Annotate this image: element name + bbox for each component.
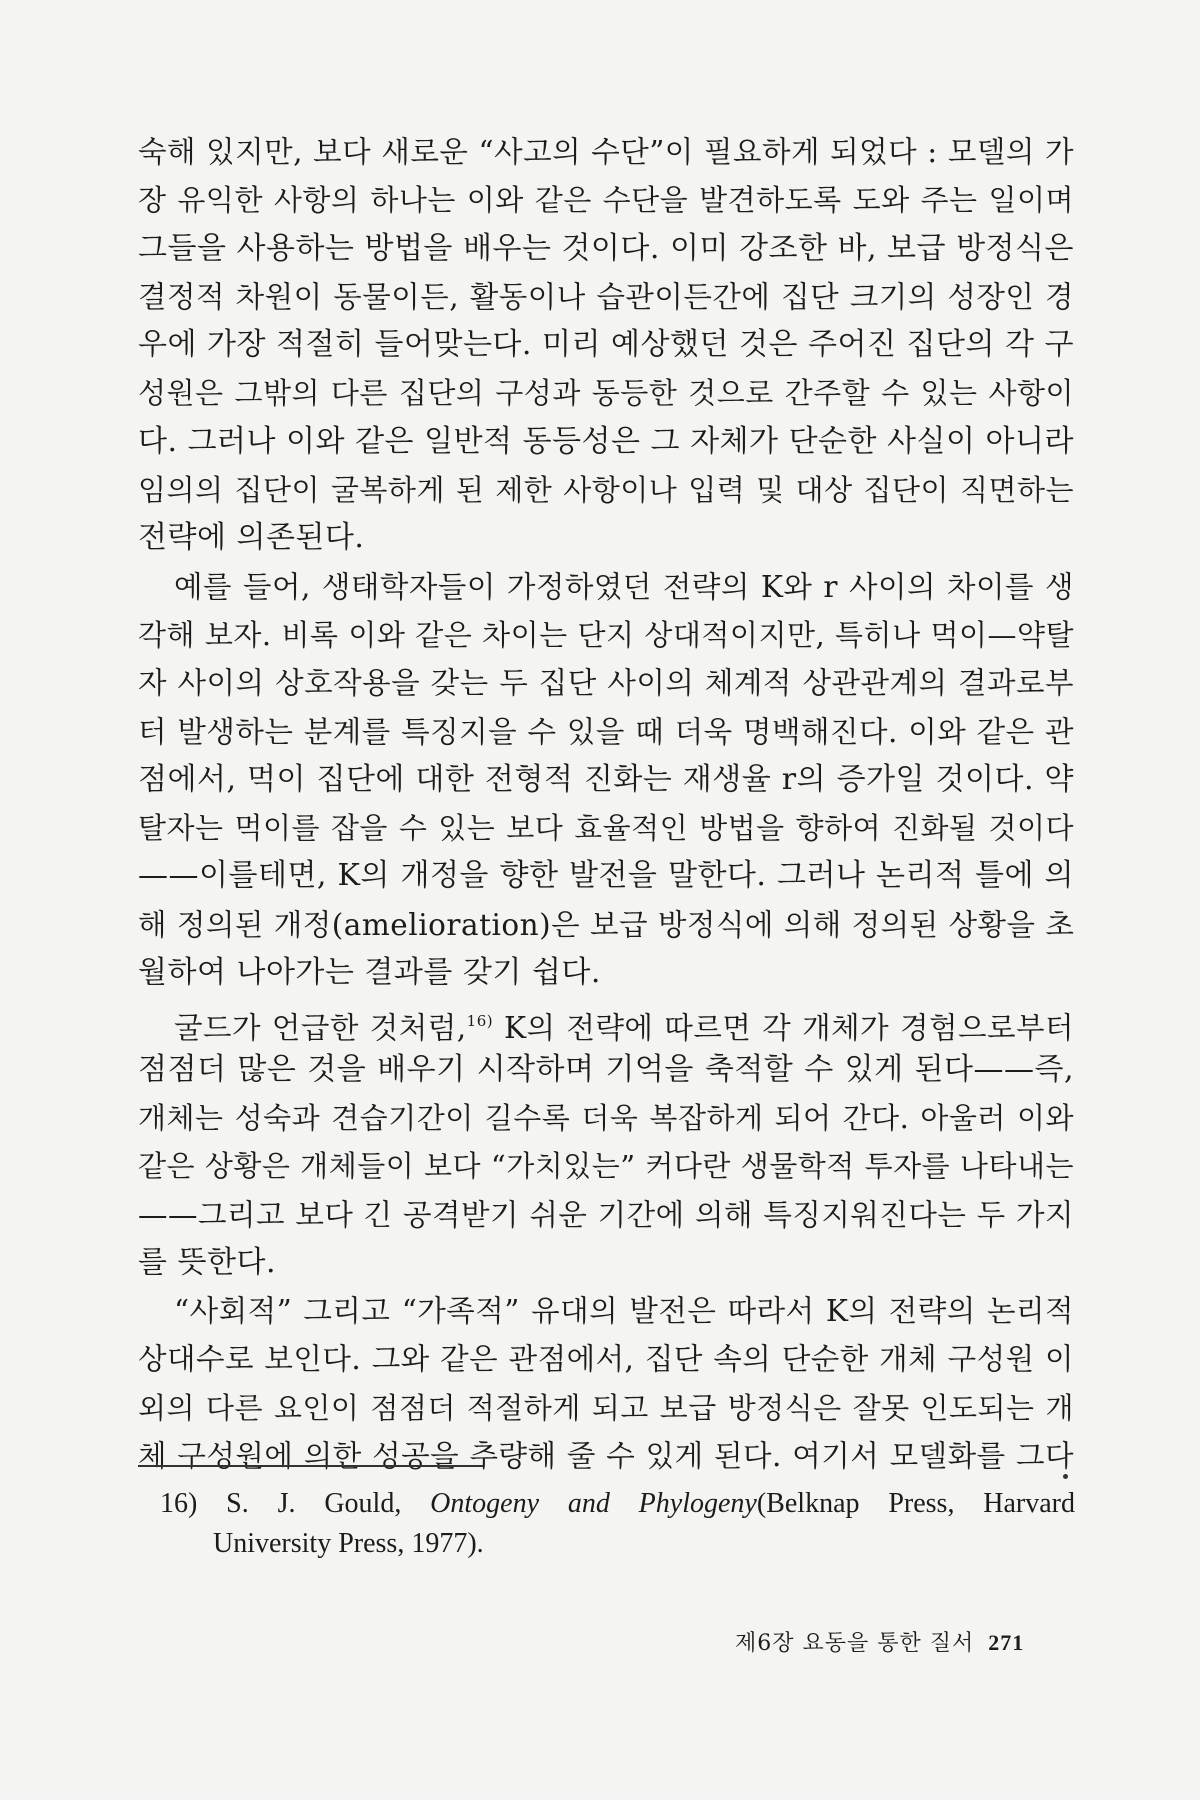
text-line: 외의 다른 요인이 점점더 적절하게 되고 보급 방정식은 잘못 인도되는 개 (138, 1390, 1074, 1425)
text-line: 탈자는 먹이를 잡을 수 있는 보다 효율적인 방법을 향하여 진화될 것이다 (138, 811, 1074, 846)
text-line: 체 구성원에 의한 성공을 추량해 줄 수 있게 된다. 여기서 모델화를 그다 (138, 1439, 1074, 1474)
text-line: 결정적 차원이 동물이든, 활동이나 습관이든간에 집단 크기의 성장인 경 (138, 279, 1074, 314)
text-line: 개체는 성숙과 견습기간이 길수록 더욱 복잡하게 되어 간다. 아울러 이와 (138, 1100, 1074, 1135)
text-line: 임의의 집단이 굴복하게 된 제한 사항이나 입력 및 대상 집단이 직면하는 (138, 473, 1074, 508)
footnote-author: S. J. Gould, (226, 1488, 402, 1519)
body-text (138, 128, 1074, 1480)
ink-dot (1063, 1474, 1068, 1479)
text-line: 해 정의된 개정(amelioration)은 보급 방정식에 의해 정의된 상황을 초 (138, 907, 1075, 942)
text-line: 점점더 많은 것을 배우기 시작하며 기억을 축적할 수 있게 된다——즉, (138, 1051, 1074, 1087)
text-line: 월하여 나아가는 결과를 갖기 쉽다. (138, 955, 601, 991)
text-line: 성원은 그밖의 다른 집단의 구성과 동등한 것으로 간주할 수 있는 사항이 (138, 376, 1074, 411)
text-line: 예를 들어, 생태학자들이 가정하였던 전략의 K와 r 사이의 차이를 생 (174, 569, 1074, 604)
text-line: 숙해 있지만, 보다 새로운 “사고의 수단”이 필요하게 되었다 : 모델의 가 (138, 135, 1074, 169)
text-line: 상대수로 보인다. 그와 같은 관점에서, 집단 속의 단순한 개체 구성원 이 (138, 1342, 1074, 1377)
text-line: 장 유익한 사항의 하나는 이와 같은 수단을 발견하도록 도와 주는 일이며 (138, 183, 1074, 218)
text-line: 같은 상황은 개체들이 보다 “가치있는” 커다란 생물학적 투자를 나타내는 (138, 1149, 1074, 1184)
text-line: 그들을 사용하는 방법을 배우는 것이다. 이미 강조한 바, 보급 방정식은 (138, 230, 1074, 266)
footnote-line (160, 1484, 1075, 1524)
text-line: 전략에 의존된다. (138, 520, 365, 556)
text-line: 자 사이의 상호작용을 갖는 두 집단 사이의 체계적 상관관계의 결과로부 (138, 666, 1074, 701)
text-line: 우에 가장 적절히 들어맞는다. 미리 예상했던 것은 주어진 집단의 각 구 (138, 327, 1074, 363)
text-line: 점에서, 먹이 집단에 대한 전형적 진화는 재생율 r의 증가일 것이다. 약 (138, 761, 1074, 797)
footnote (160, 1484, 1075, 1564)
text-line: ——그리고 보다 긴 공격받기 쉬운 기간에 의해 특징지워진다는 두 가지 (138, 1197, 1074, 1232)
text-line-with-footnote-ref (138, 997, 1074, 1045)
text-segment: K의 전략에 따르면 각 개체가 경험으로부터 (493, 1011, 1074, 1046)
text-line: 를 뜻한다. (138, 1244, 276, 1280)
footnote-reference[interactable]: 16) (466, 1012, 494, 1031)
footnote-number: 16) (160, 1488, 198, 1519)
page-number: 271 (988, 1630, 1025, 1655)
text-segment: 굴드가 언급한 것처럼, (174, 1011, 467, 1046)
footnote-publisher: (Belknap Press, Harvard (756, 1488, 1076, 1519)
text-line: 각해 보자. 비록 이와 같은 차이는 단지 상대적이지만, 특히나 먹이—약탈 (138, 617, 1074, 652)
footnote-divider (138, 1465, 483, 1467)
chapter-title: 제6장 요동을 통한 질서 (735, 1631, 975, 1656)
text-line: “사회적” 그리고 “가족적” 유대의 발전은 따라서 K의 전략의 논리적 (174, 1294, 1074, 1329)
footnote-title: Ontogeny and Phylogeny (430, 1488, 757, 1519)
running-footer (735, 1626, 1024, 1657)
text-line: ——이를테면, K의 개정을 향한 발전을 말한다. 그러나 논리적 틀에 의 (138, 858, 1074, 894)
text-line: 다. 그러나 이와 같은 일반적 동등성은 그 자체가 단순한 사실이 아니라 (138, 423, 1074, 459)
text-line: 터 발생하는 분계를 특징지을 수 있을 때 더욱 명백해진다. 이와 같은 관 (138, 714, 1074, 749)
footnote-line: University Press, 1977). (213, 1528, 484, 1559)
